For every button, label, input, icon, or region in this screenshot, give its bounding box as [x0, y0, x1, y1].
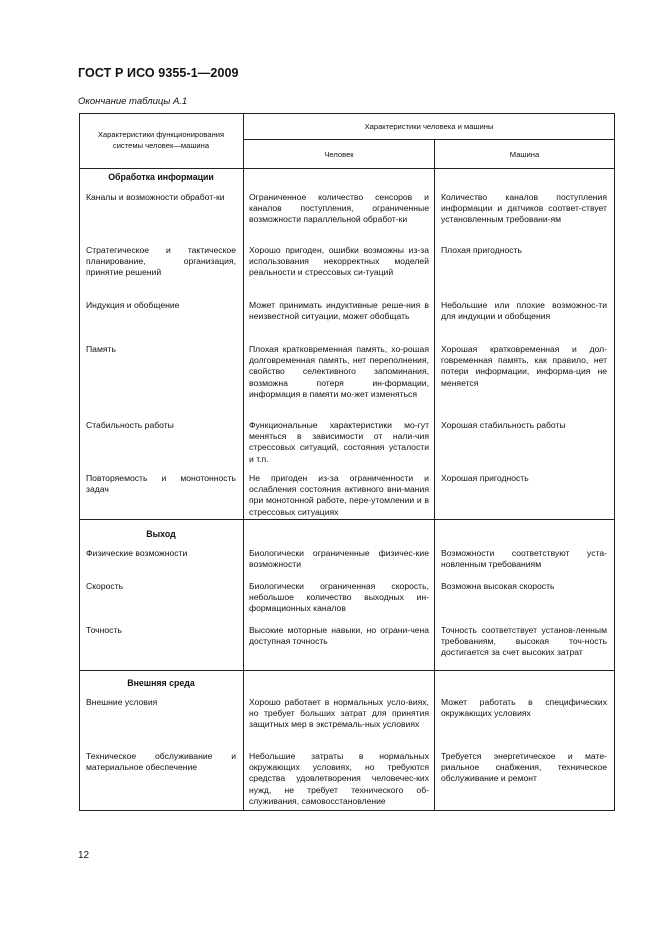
row-machine: Хорошая кратковременная и дол-говременная память, как правило, нет потери информации, информа-ция не меняется: [441, 344, 607, 388]
section-title: Внешняя среда: [127, 678, 195, 688]
page-number: 12: [78, 850, 90, 861]
row-characteristic: Память: [86, 344, 116, 354]
row-human: Биологически ограниченная скорость, небольшое количество выходных ин-формационных каналов: [249, 581, 429, 614]
table-border-bottom: [79, 810, 615, 811]
characteristics-table: [79, 113, 615, 811]
section-divider-environment: [79, 670, 615, 671]
header-divider-bottom: [79, 168, 615, 169]
row-characteristic: Каналы и возможности обработ-ки: [86, 192, 225, 202]
row-characteristic: Стабильность работы: [86, 420, 174, 430]
row-machine: Плохая пригодность: [441, 245, 523, 255]
header-group: Характеристики человека и машины: [364, 122, 494, 131]
column-divider-2: [434, 139, 435, 811]
row-human: Небольшие затраты в нормальных окружающих условиях, но требуются средства удовлетворения человечес-ких нужд, не требует технического об-служивания, самовосстановление: [249, 751, 429, 806]
row-characteristic: Скорость: [86, 581, 124, 591]
header-human: Человек: [324, 150, 354, 159]
row-machine: Хорошая пригодность: [441, 473, 529, 483]
header-characteristic: Характеристики функционирования системы человек—машина: [97, 130, 225, 150]
row-characteristic: Техническое обслуживание и материальное обеспечение: [86, 751, 236, 773]
row-human: Не пригоден из-за ограниченности и ослабления состояния активного вни-мания при монотонной работе, пере-утомлении и в стрессовых ситуациях: [249, 473, 429, 517]
row-characteristic: Повторяемость и монотонность задач: [86, 473, 236, 495]
section-title: Обработка информации: [108, 172, 214, 182]
column-divider-1: [243, 113, 244, 811]
row-characteristic: Внешние условия: [86, 697, 158, 707]
section-title: Выход: [146, 529, 176, 539]
row-human: Хорошо работает в нормальных усло-виях, но требует больших затрат для принятия защитных мер в экстремаль-ных условиях: [249, 697, 429, 730]
table-border-left: [79, 113, 80, 811]
row-human: Ограниченное количество сенсоров и каналов поступления, ограниченные возможности параллельной обработ-ки: [249, 192, 429, 225]
row-machine: Небольшие или плохие возможнос-ти для индукции и обобщения: [441, 300, 607, 322]
row-human: Высокие моторные навыки, но ограни-чена доступная точность: [249, 625, 429, 647]
table-caption: Окончание таблицы А.1: [78, 96, 188, 107]
row-machine: Возможна высокая скорость: [441, 581, 555, 591]
row-machine: Требуется энергетическое и мате-риальное снабжения, техническое обслуживание и ремонт: [441, 751, 607, 784]
header-machine: Машина: [509, 150, 540, 159]
row-characteristic: Физические возможности: [86, 548, 188, 558]
doc-title: ГОСТ Р ИСО 9355-1—2009: [78, 66, 239, 80]
row-machine: Точность соответствует установ-ленным требованиям, высокая точ-ность достигается за счет высоких затрат: [441, 625, 607, 658]
row-human: Плохая кратковременная память, хо-рошая долговременная память, нет переполнения, свойство селективного запоминания, возможна потеря ин-формации, информация в памяти мо-жет изменяться: [249, 344, 429, 399]
table-border-top: [79, 113, 615, 114]
row-machine: Возможности соответствуют уста-новленным требованиям: [441, 548, 607, 570]
row-machine: Хорошая стабильность работы: [441, 420, 566, 430]
row-human: Функциональные характеристики мо-гут меняться в зависимости от нали-чия стрессовых ситуаций, состояния усталости и т.п.: [249, 420, 429, 464]
row-characteristic: Индукция и обобщение: [86, 300, 180, 310]
section-divider-output: [79, 519, 615, 520]
row-human: Может принимать индуктивные реше-ния в неизвестной ситуации, может обобщать: [249, 300, 429, 322]
row-characteristic: Стратегическое и тактическое планирование, организация, принятие решений: [86, 245, 236, 278]
table-border-right: [614, 113, 615, 811]
row-human: Хорошо пригоден, ошибки возможны из-за использования некорректных моделей реальности и стрессовых си-туаций: [249, 245, 429, 278]
row-machine: Количество каналов поступления информации и датчиков соответ-ствует установленным требовани-ям: [441, 192, 607, 225]
header-divider-group: [243, 139, 615, 140]
row-characteristic: Точность: [86, 625, 122, 635]
row-human: Биологически ограниченные физичес-кие возможности: [249, 548, 429, 570]
row-machine: Может работать в специфических окружающих условиях: [441, 697, 607, 719]
